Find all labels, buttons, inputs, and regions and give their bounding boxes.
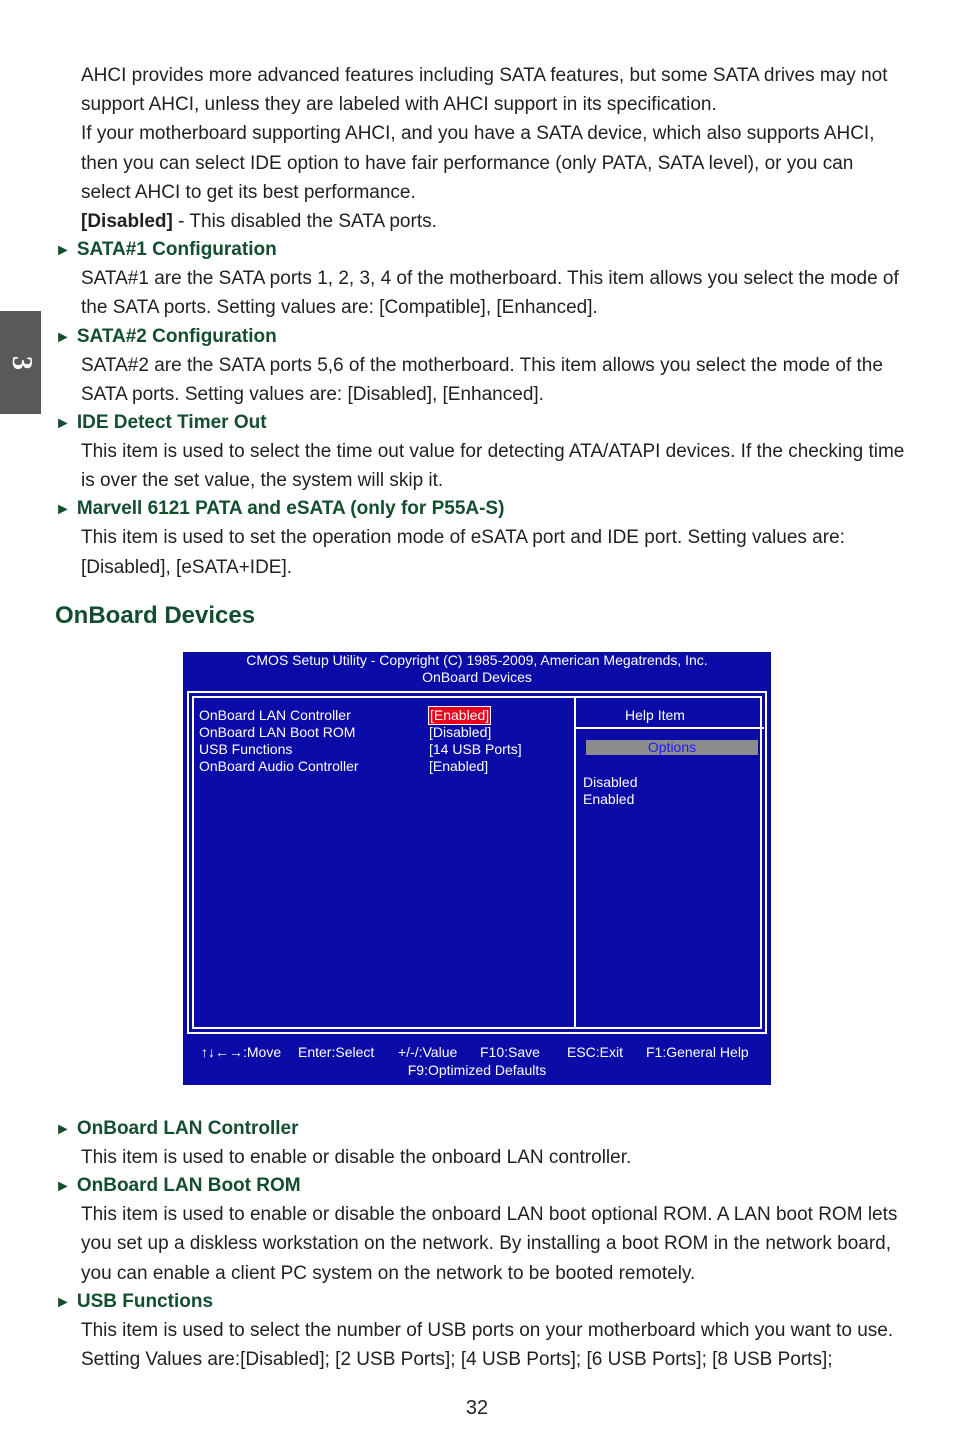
triangle-bullet-icon: ► xyxy=(55,1121,71,1138)
item-body-sata2: SATA#2 are the SATA ports 5,6 of the motherboard. This item allows you select the mode of the SATA ports. Setting values are: [Disabled], [Enhanced]. xyxy=(81,354,883,405)
intro-paragraph-3 xyxy=(55,207,905,236)
triangle-bullet-icon: ► xyxy=(55,1178,71,1196)
triangle-bullet-icon: ► xyxy=(55,501,71,519)
item-heading-marvell: ► Marvell 6121 PATA and eSATA (only for P55A-S) xyxy=(55,495,905,523)
bios-row-label: OnBoard LAN Boot ROM xyxy=(199,724,356,740)
key-value: +/-/:Value xyxy=(398,1044,458,1060)
bios-row-value[interactable]: [Enabled] xyxy=(429,758,489,774)
bios-row-audio-controller[interactable] xyxy=(199,758,569,775)
bios-row-usb-functions[interactable] xyxy=(199,741,569,758)
bios-panel-divider xyxy=(574,698,576,1027)
option-enabled[interactable]: Enabled xyxy=(583,791,635,807)
option-disabled[interactable]: Disabled xyxy=(583,774,638,790)
help-divider xyxy=(576,727,764,729)
item-heading-lan-boot-rom: ► OnBoard LAN Boot ROM xyxy=(55,1172,905,1200)
item-body-sata1: SATA#1 are the SATA ports 1, 2, 3, 4 of the motherboard. This item allows you select the mode of the SATA ports. Setting values are: [Compatible], [Enhanced]. xyxy=(81,268,899,319)
bios-outer-frame xyxy=(187,691,767,1034)
item-heading-lan-controller: ► OnBoard LAN Controller xyxy=(55,1115,905,1143)
bios-copyright: CMOS Setup Utility - Copyright (C) 1985-2009, American Megatrends, Inc. xyxy=(246,652,708,668)
item-body-usb-functions: This item is used to select the number of USB ports on your motherboard which you want to use. Setting Values are:[Disabled]; [2 USB Ports]; [4 USB Ports]; [6 USB Ports]; [8 USB Ports]; xyxy=(81,1319,894,1371)
key-help: F1:General Help xyxy=(646,1044,749,1060)
chapter-tab xyxy=(0,311,41,414)
bios-row-value[interactable]: [14 USB Ports] xyxy=(429,741,522,757)
intro-paragraph-1: AHCI provides more advanced features including SATA features, but some SATA drives may not support AHCI, unless they are labeled with AHCI support in its specification. xyxy=(81,65,888,116)
options-bar: Options xyxy=(586,740,758,755)
bios-row-value[interactable]: [Disabled] xyxy=(429,724,492,740)
key-move: ↑↓←→:Move xyxy=(201,1044,282,1060)
bios-row-label: OnBoard LAN Controller xyxy=(199,707,351,723)
item-body-lan-controller: This item is used to enable or disable the onboard LAN controller. xyxy=(81,1147,632,1168)
item-heading-sata2: ► SATA#2 Configuration xyxy=(55,323,905,351)
item-body-ide-timer: This item is used to select the time out value for detecting ATA/ATAPI devices. If the checking time is over the set value, the system will skip it. xyxy=(81,441,905,492)
key-select: Enter:Select xyxy=(298,1044,375,1060)
option-values xyxy=(583,774,637,808)
section-title: OnBoard Devices xyxy=(55,602,256,629)
item-heading-sata1: ► SATA#1 Configuration xyxy=(55,236,905,264)
bios-inner-frame xyxy=(192,696,762,1029)
chapter-number: 3 xyxy=(5,355,37,370)
bios-row-lan-boot-rom[interactable] xyxy=(199,724,569,741)
help-item-title: Help Item xyxy=(625,707,685,723)
triangle-bullet-icon: ► xyxy=(55,1293,71,1311)
bios-row-label: OnBoard Audio Controller xyxy=(199,758,359,774)
bios-footer xyxy=(183,1043,771,1079)
item-heading-ide-timer: ► IDE Detect Timer Out xyxy=(55,409,905,437)
bios-settings-list xyxy=(199,707,569,775)
bios-screen xyxy=(183,652,771,1085)
key-save: F10:Save xyxy=(480,1044,540,1060)
disabled-description: - This disabled the SATA ports. xyxy=(172,211,437,233)
bios-row-label: USB Functions xyxy=(199,741,293,757)
disabled-option: [Disabled] xyxy=(81,211,173,233)
item-body-lan-boot-rom: This item is used to enable or disable the onboard LAN boot optional ROM. A LAN boot ROM lets you set up a diskless workstation on the network. By installing a boot ROM in the network board, you can enable a client PC system on the network to be booted remotely. xyxy=(81,1204,898,1284)
triangle-bullet-icon: ► xyxy=(55,242,71,260)
triangle-bullet-icon: ► xyxy=(55,328,71,346)
bios-row-value-selected[interactable]: [Enabled] xyxy=(430,707,490,723)
item-heading-usb-functions: ► USB Functions xyxy=(55,1288,905,1316)
intro-section xyxy=(55,61,905,582)
triangle-bullet-icon: ► xyxy=(55,415,71,433)
bios-header xyxy=(183,652,771,686)
bios-row-lan-controller[interactable] xyxy=(199,707,569,724)
intro-paragraph-2: If your motherboard supporting AHCI, and you have a SATA device, which also supports AHCI, then you can select IDE option to have fair performance (only PATA, SATA level), or you can select AHCI to get its best performance. xyxy=(81,123,875,203)
onboard-items-section xyxy=(55,1115,905,1374)
key-defaults: F9:Optimized Defaults xyxy=(407,1062,547,1078)
item-body-marvell: This item is used to set the operation mode of eSATA port and IDE port. Setting values are: [Disabled], [eSATA+IDE]. xyxy=(81,527,845,578)
page-number: 32 xyxy=(465,1397,489,1419)
bios-page-title: OnBoard Devices xyxy=(422,669,532,685)
key-exit: ESC:Exit xyxy=(567,1044,624,1060)
